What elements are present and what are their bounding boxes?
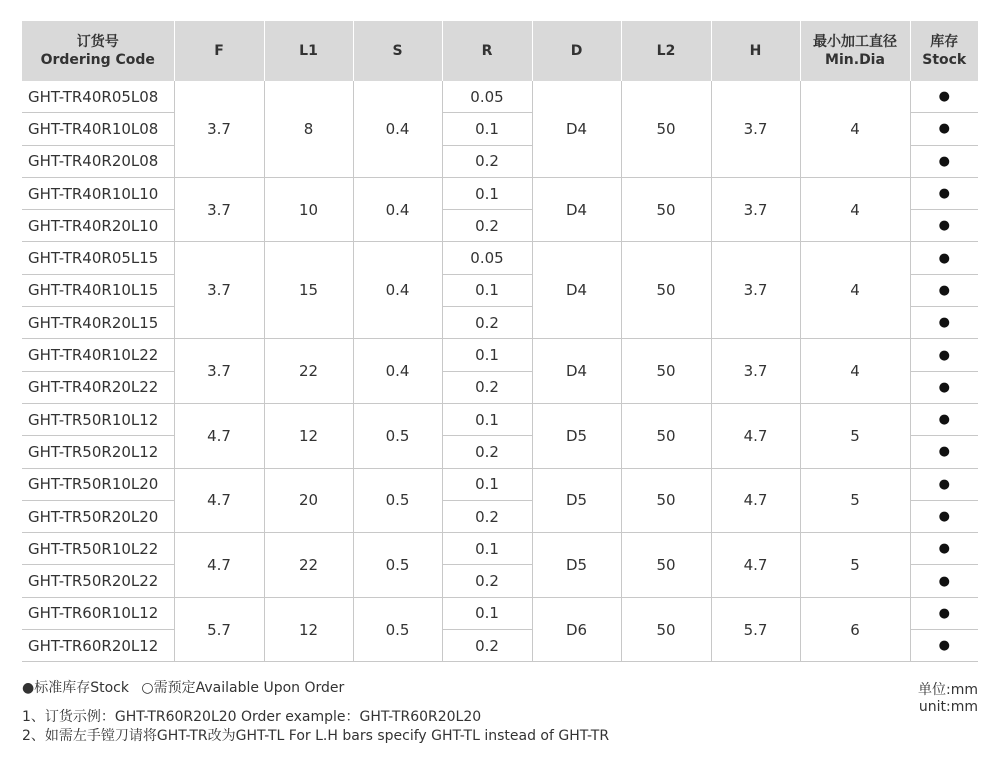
d-cell: D5 bbox=[532, 533, 621, 598]
spec-table bbox=[22, 21, 978, 662]
s-cell: 0.4 bbox=[353, 242, 442, 339]
unit-en: unit:mm bbox=[918, 699, 978, 715]
r-cell: 0.2 bbox=[442, 145, 532, 177]
stock-cell: ● bbox=[910, 371, 978, 403]
header-en: L2 bbox=[656, 43, 676, 59]
f-cell: 4.7 bbox=[174, 533, 264, 598]
l2-cell: 50 bbox=[621, 403, 711, 468]
ordering-code-cell: GHT-TR40R20L10 bbox=[22, 210, 174, 242]
h-cell: 3.7 bbox=[711, 81, 800, 177]
s-cell: 0.5 bbox=[353, 468, 442, 533]
ordering-code-cell: GHT-TR60R10L12 bbox=[22, 597, 174, 629]
table-row bbox=[22, 468, 978, 500]
r-cell: 0.05 bbox=[442, 242, 532, 274]
h-cell: 4.7 bbox=[711, 403, 800, 468]
stock-cell: ● bbox=[910, 630, 978, 662]
ordering-code-cell: GHT-TR50R10L20 bbox=[22, 468, 174, 500]
header-min-dia bbox=[800, 21, 910, 81]
min-dia-cell: 4 bbox=[800, 242, 910, 339]
f-cell: 4.7 bbox=[174, 468, 264, 533]
l2-cell: 50 bbox=[621, 242, 711, 339]
r-cell: 0.2 bbox=[442, 371, 532, 403]
ordering-code-cell: GHT-TR40R20L08 bbox=[22, 145, 174, 177]
footnote-left-hand: 2、如需左手镗刀请将GHT-TR改为GHT-TL For L.H bars specify GHT-TL instead of GHT-TR bbox=[22, 728, 610, 744]
header-r bbox=[442, 21, 532, 81]
r-cell: 0.2 bbox=[442, 630, 532, 662]
s-cell: 0.5 bbox=[353, 403, 442, 468]
h-cell: 3.7 bbox=[711, 177, 800, 242]
header-en: H bbox=[749, 43, 762, 59]
stock-cell: ● bbox=[910, 500, 978, 532]
d-cell: D4 bbox=[532, 177, 621, 242]
d-cell: D4 bbox=[532, 242, 621, 339]
r-cell: 0.1 bbox=[442, 597, 532, 629]
header-en: L1 bbox=[299, 43, 318, 59]
stock-cell: ● bbox=[910, 113, 978, 145]
d-cell: D4 bbox=[532, 81, 621, 177]
stock-cell: ● bbox=[910, 597, 978, 629]
r-cell: 0.2 bbox=[442, 210, 532, 242]
h-cell: 4.7 bbox=[711, 468, 800, 533]
footnote-order-example: 1、订货示例：GHT-TR60R20L20 Order example：GHT-TR60R20L20 bbox=[22, 709, 482, 725]
h-cell: 4.7 bbox=[711, 533, 800, 598]
ordering-code-cell: GHT-TR40R20L15 bbox=[22, 307, 174, 339]
l1-cell: 12 bbox=[264, 403, 353, 468]
l2-cell: 50 bbox=[621, 339, 711, 404]
l2-cell: 50 bbox=[621, 597, 711, 662]
header-zh: 订货号 bbox=[76, 34, 119, 50]
r-cell: 0.1 bbox=[442, 274, 532, 306]
ordering-code-cell: GHT-TR50R10L22 bbox=[22, 533, 174, 565]
unit-zh: 单位:mm bbox=[918, 682, 978, 698]
header-row bbox=[22, 21, 978, 81]
header-ordering-code bbox=[22, 21, 174, 81]
ordering-code-cell: GHT-TR40R10L22 bbox=[22, 339, 174, 371]
min-dia-cell: 5 bbox=[800, 403, 910, 468]
min-dia-cell: 4 bbox=[800, 81, 910, 177]
stock-cell: ● bbox=[910, 177, 978, 209]
l1-cell: 10 bbox=[264, 177, 353, 242]
unit-note bbox=[918, 682, 978, 716]
ordering-code-cell: GHT-TR60R20L12 bbox=[22, 630, 174, 662]
stock-cell: ● bbox=[910, 468, 978, 500]
header-l1 bbox=[264, 21, 353, 81]
l2-cell: 50 bbox=[621, 533, 711, 598]
min-dia-cell: 4 bbox=[800, 177, 910, 242]
ordering-code-cell: GHT-TR40R20L22 bbox=[22, 371, 174, 403]
stock-cell: ● bbox=[910, 403, 978, 435]
stock-cell: ● bbox=[910, 242, 978, 274]
ordering-code-cell: GHT-TR50R10L12 bbox=[22, 403, 174, 435]
table-row bbox=[22, 177, 978, 209]
legend bbox=[22, 677, 352, 697]
ordering-code-cell: GHT-TR40R10L10 bbox=[22, 177, 174, 209]
header-d bbox=[532, 21, 621, 81]
f-cell: 3.7 bbox=[174, 339, 264, 404]
h-cell: 3.7 bbox=[711, 242, 800, 339]
s-cell: 0.5 bbox=[353, 533, 442, 598]
table-row bbox=[22, 339, 978, 371]
header-stock bbox=[910, 21, 978, 81]
legend-on-order: ○需预定Available Upon Order bbox=[141, 680, 345, 696]
l1-cell: 8 bbox=[264, 81, 353, 177]
table-row bbox=[22, 242, 978, 274]
ordering-code-cell: GHT-TR40R10L15 bbox=[22, 274, 174, 306]
stock-cell: ● bbox=[910, 339, 978, 371]
r-cell: 0.1 bbox=[442, 339, 532, 371]
table-header bbox=[22, 21, 978, 81]
header-zh: 库存 bbox=[930, 34, 959, 50]
l2-cell: 50 bbox=[621, 468, 711, 533]
table-row bbox=[22, 597, 978, 629]
r-cell: 0.1 bbox=[442, 468, 532, 500]
table-row bbox=[22, 403, 978, 435]
s-cell: 0.4 bbox=[353, 177, 442, 242]
f-cell: 5.7 bbox=[174, 597, 264, 662]
ordering-code-cell: GHT-TR40R10L08 bbox=[22, 113, 174, 145]
l1-cell: 22 bbox=[264, 339, 353, 404]
f-cell: 3.7 bbox=[174, 177, 264, 242]
l1-cell: 22 bbox=[264, 533, 353, 598]
d-cell: D6 bbox=[532, 597, 621, 662]
l1-cell: 12 bbox=[264, 597, 353, 662]
min-dia-cell: 5 bbox=[800, 468, 910, 533]
ordering-code-cell: GHT-TR50R20L12 bbox=[22, 436, 174, 468]
r-cell: 0.2 bbox=[442, 565, 532, 597]
stock-cell: ● bbox=[910, 210, 978, 242]
l2-cell: 50 bbox=[621, 81, 711, 177]
r-cell: 0.2 bbox=[442, 436, 532, 468]
stock-cell: ● bbox=[910, 565, 978, 597]
s-cell: 0.4 bbox=[353, 339, 442, 404]
header-en: Stock bbox=[922, 52, 967, 68]
ordering-code-cell: GHT-TR40R05L15 bbox=[22, 242, 174, 274]
l1-cell: 20 bbox=[264, 468, 353, 533]
min-dia-cell: 5 bbox=[800, 533, 910, 598]
header-en: D bbox=[570, 43, 583, 59]
d-cell: D5 bbox=[532, 468, 621, 533]
r-cell: 0.1 bbox=[442, 113, 532, 145]
table-row bbox=[22, 533, 978, 565]
header-h bbox=[711, 21, 800, 81]
s-cell: 0.5 bbox=[353, 597, 442, 662]
r-cell: 0.1 bbox=[442, 533, 532, 565]
l1-cell: 15 bbox=[264, 242, 353, 339]
f-cell: 3.7 bbox=[174, 242, 264, 339]
stock-cell: ● bbox=[910, 145, 978, 177]
ordering-code-cell: GHT-TR50R20L22 bbox=[22, 565, 174, 597]
header-en: Ordering Code bbox=[40, 52, 155, 68]
header-s bbox=[353, 21, 442, 81]
d-cell: D4 bbox=[532, 339, 621, 404]
stock-cell: ● bbox=[910, 274, 978, 306]
header-f bbox=[174, 21, 264, 81]
r-cell: 0.2 bbox=[442, 307, 532, 339]
header-zh: 最小加工直径 bbox=[813, 34, 897, 50]
stock-cell: ● bbox=[910, 533, 978, 565]
h-cell: 5.7 bbox=[711, 597, 800, 662]
r-cell: 0.1 bbox=[442, 177, 532, 209]
stock-cell: ● bbox=[910, 81, 978, 113]
r-cell: 0.1 bbox=[442, 403, 532, 435]
s-cell: 0.4 bbox=[353, 81, 442, 177]
table-row bbox=[22, 81, 978, 113]
legend-in-stock: ●标准库存Stock bbox=[22, 680, 129, 696]
header-en: F bbox=[214, 43, 224, 59]
r-cell: 0.2 bbox=[442, 500, 532, 532]
stock-cell: ● bbox=[910, 436, 978, 468]
table-body bbox=[22, 81, 978, 662]
min-dia-cell: 4 bbox=[800, 339, 910, 404]
h-cell: 3.7 bbox=[711, 339, 800, 404]
footnotes bbox=[22, 708, 609, 746]
f-cell: 3.7 bbox=[174, 81, 264, 177]
header-en: R bbox=[481, 43, 493, 59]
header-en: Min.Dia bbox=[825, 52, 885, 68]
min-dia-cell: 6 bbox=[800, 597, 910, 662]
header-l2 bbox=[621, 21, 711, 81]
ordering-code-cell: GHT-TR40R05L08 bbox=[22, 81, 174, 113]
ordering-code-cell: GHT-TR50R20L20 bbox=[22, 500, 174, 532]
stock-cell: ● bbox=[910, 307, 978, 339]
l2-cell: 50 bbox=[621, 177, 711, 242]
f-cell: 4.7 bbox=[174, 403, 264, 468]
r-cell: 0.05 bbox=[442, 81, 532, 113]
header-en: S bbox=[392, 43, 403, 59]
d-cell: D5 bbox=[532, 403, 621, 468]
